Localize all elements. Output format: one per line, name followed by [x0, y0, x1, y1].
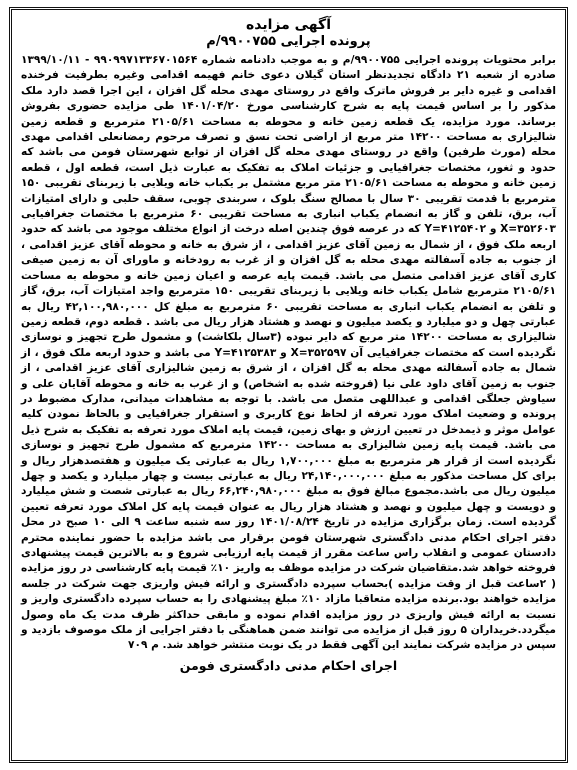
notice-body: برابر محتویات پرونده اجرایی ۹۹۰۰۷۵۵/م و به موجب دادنامه شماره ۹۹۰۹۹۷۱۳۳۶۷۰۱۵۶۴ - ۱۳۹۹/۱۰/۱۱ صادره از شعبه ۲۱ دادگاه تجدیدنظر استان گیلان دعوی خانم فهیمه اقدامی وغیره بطرفیت فرخنده اقدامی و غیره دایر بر فروش ماترک واقع در روستای مهدی محله گل افزان ، این اجرا قصد دارد ملک مذکور را بر اساس قیمت پایه به شرح کارشناسی مورخ ۱۴۰۱/۰۴/۲۰ طی مزایده حضوری بفروش برساند. مورد مزایده، یک قطعه زمین خانه و محوطه به مساحت ۲۱۰۵/۶۱ مترمربع و قطعه زمین شالیزاری به مساحت ۱۴۲۰۰ متر مربع از اراضی تحت نسق و تصرف مرحوم رمضانعلی اقدامی مهدی محله (مورث طرفین) واقع در روستای مهدی محله گل افزان از توابع شهرستان فومن می باشد که حدود و ثغور، مختصات جغرافیایی و جزئیات املاک به تفکیک به عبارت ذیل است، قطعه اول ، قطعه زمین خانه و محوطه به مساحت ۲۱۰۵/۶۱ متر مربع مشتمل بر یکباب خانه ویلایی با زیربنای تقریبی ۱۵۰ مترمربع با قدمت تقریبی ۳۰ سال با مصالح سنگ بلوک ، سربندی چوبی، سقف حلبی و دارای امتیازات آب، برق، تلفن و گاز به انضمام یکباب انباری به مساحت تقریبی ۶۰ مترمربع با مختصات جغرافیایی X=۳۵۲۶۰۳ و Y=۴۱۲۵۴۰۲ که در عرصه فوق چندین اصله درخت از انواع مختلف موجود می باشد که حدود اربعه ملک فوق ، از شمال به زمین آقای عزیز اقدامی ، از شرق به خانه و محوطه آقای عزیز اقدامی ، از جنوب به جاده آسفالته مهدی محله به گل افزان و از غرب به رودخانه و ماورای آن به زمین صیفی کاری آقای عزیز اقدامی متصل می باشد. قیمت پایه عرصه و اعیان زمین خانه و محوطه به مساحت ۲۱۰۵/۶۱ مترمربع شامل یکباب خانه ویلایی با زیربنای تقریبی ۱۵۰ مترمربع واجد امتیازات آب، برق، گاز و تلفن به انضمام یکباب انباری به مساحت تقریبی ۶۰ مترمربع به مبلغ کل ۴۲,۱۰۰,۹۸۰,۰۰۰ ریال به عبارتی چهل و دو میلیارد و یکصد میلیون و نهصد و هشتاد هزار ریال می باشد . قطعه دوم، قطعه زمین شالیزاری به مساحت ۱۴۲۰۰ متر مربع که دایر نبوده (۳سال بلکاشت) و مشمول طرح تجهیز و نوسازی نگردیده است که مختصات جغرافیایی آن X=۳۵۲۵۹۷ و Y=۴۱۲۵۳۸۳ می باشد و حدود اربعه ملک فوق ، از شمال به جاده آسفالته مهدی محله به گل افزان ، از شرق به زمین شالیزاری آقای عزیز اقدامی ، از جنوب به زمین آقای داود علی نیا (فروخته شده به اشخاص) و از غرب به خانه و محوطه آقایان علی و سیاوش جعلگی اقدامی و عبداللهی متصل می باشد. با توجه به مشاهدات میدانی، مدارک مضبوط در پرونده و وضعیت املاک مورد تعرفه از لحاظ نوع کاربری و استقرار جغرافیایی و بالحاظ نمودن کلیه عوامل موثر و ذیمدخل در تعیین ارزش و بهای زمین، قیمت پایه املاک مورد تعرفه به تفکیک به شرح ذیل می باشد. قیمت پایه زمین شالیزاری به مساحت ۱۴۲۰۰ مترمربع که مشمول طرح تجهیز و نوسازی نگردیده است از قرار هر مترمربع به مبلغ ۱,۷۰۰,۰۰۰ ریال به عبارتی یک میلیون و هفتصدهزار ریال و برای کل مساحت مذکور به مبلغ ۲۴,۱۴۰,۰۰۰,۰۰۰ ریال به عبارتی بیست و چهار میلیارد و یکصد و چهل میلیون ریال می باشد.مجموع مبالغ فوق به مبلغ ۶۶,۲۴۰,۹۸۰,۰۰۰ ریال به عبارتی شصت و شش میلیارد و دویست و چهل میلیون و نهصد و هشتاد هزار ریال به عنوان قیمت پایه کل املاک مورد تعرفه تعیین گردیده است. زمان برگزاری مزایده در تاریخ ۱۴۰۱/۰۸/۲۴ روز سه شنبه ساعت ۹ الی ۱۰ صبح در محل دفتر اجرای احکام مدنی دادگستری شهرستان فومن برقرار می باشد مزایده با حضور نماینده محترم دادستان عمومی و انقلاب راس ساعت مقرر از قیمت پایه ارزیابی شروع و به بالاترین قیمت پیشنهادی فروخته خواهد شد.متقاضیان شرکت در مزایده موظف به واریز ۱۰٪ قیمت پایه کارشناسی در روز مزایده ( ۲ساعت قبل از وقت مزایده )بحساب سپرده دادگستری و ارائه فیش واریزی جهت شرکت در جلسه مزایده خواهند بود.برنده مزایده متعاقبا مازاد ۱۰٪ مبلغ پیشنهادی را به حساب سپرده دادگستری واریز و نسبت به ارائه فیش واریزی در روز مزایده اقدام نموده و مابقی حداکثر ظرف مدت یک ماه وصول میگردد.خریداران ۵ روز قبل از مزایده می توانند ضمن هماهنگی با دفتر اجرایی از ملک موصوف بازدید و سپس در مزایده شرکت نمایند این آگهی فقط در یک نوبت منتشر خواهد شد. م ۷۰۹ — [21, 54, 557, 652]
issuer-signature: اجرای احکام مدنی دادگستری فومن — [179, 657, 398, 673]
case-number: پرونده اجرایی ۹۹۰۰۷۵۵/م — [206, 34, 371, 49]
auction-notice — [9, 7, 568, 763]
notice-title: آگهی مزایده — [245, 17, 331, 33]
